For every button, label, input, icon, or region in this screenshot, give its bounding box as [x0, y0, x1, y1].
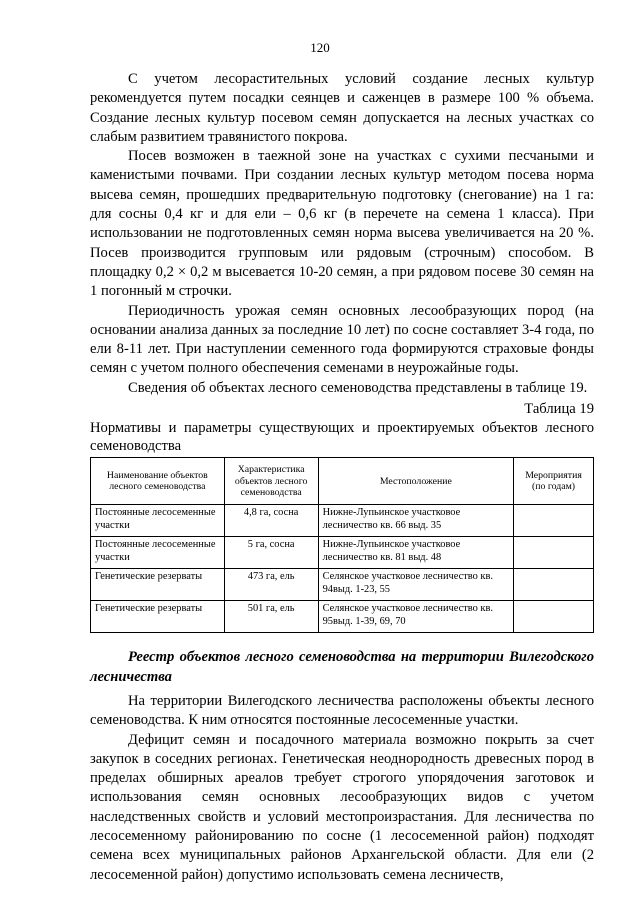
- header-location: Местоположение: [318, 458, 513, 505]
- table-title: Нормативы и параметры существующих и проектируемых объектов лесного семеноводства: [90, 420, 594, 455]
- cell-location: Селянское участковое лесничество кв. 95выд. 1-39, 69, 70: [318, 601, 513, 633]
- table-row: [91, 537, 594, 569]
- cell-location: Нижне-Лупьинское участковое лесничество кв. 66 выд. 35: [318, 505, 513, 537]
- paragraph: Периодичность урожая семян основных лесообразующих пород (на основании анализа данных за последние 10 лет) по сосне составляет 3-4 года, по ели 8-11 лет. При наступлении семенного года формируются страховые фонды семян с учетом полного обеспечения семенами в неурожайные годы.: [90, 302, 594, 377]
- header-events: Мероприятия (по годам): [514, 458, 594, 505]
- cell-events: [514, 569, 594, 601]
- cell-characteristics: 5 га, сосна: [224, 537, 318, 569]
- seed-objects-table: [90, 457, 594, 633]
- table-row: [91, 569, 594, 601]
- page-number: 120: [310, 40, 330, 55]
- cell-name: Постоянные лесосеменные участки: [91, 505, 225, 537]
- table-row: [91, 601, 594, 633]
- paragraph: Сведения об объектах лесного семеноводства представлены в таблице 19.: [128, 379, 588, 396]
- paragraph: Посев возможен в таежной зоне на участках с сухими песчаными и каменистыми почвами. При создании лесных культур методом посева норма высева семян, прошедших предварительную подготовку (снегование) на 1 га: для сосны 0,4 кг и для ели – 0,6 кг (в перечете на семена 1 класса). При использовании не подготовленных семян норма высева увеличивается на 20 %. Посев производится групповым или рядовым (строчным) способом. В площадку 0,2 × 0,2 м высевается 10-20 семян, а при рядовом посеве 30 семян на 1 погонный м строчки.: [90, 148, 594, 300]
- cell-name: Генетические резерваты: [91, 601, 225, 633]
- table-header-row: [91, 458, 594, 505]
- cell-events: [514, 537, 594, 569]
- cell-characteristics: 473 га, ель: [224, 569, 318, 601]
- table-row: [91, 505, 594, 537]
- header-characteristics: Характеристика объектов лесного семеноводства: [224, 458, 318, 505]
- cell-events: [514, 505, 594, 537]
- cell-characteristics: 501 га, ель: [224, 601, 318, 633]
- paragraph: На территории Вилегодского лесничества расположены объекты лесного семеноводства. К ним относятся постоянные лесосеменные участки.: [90, 692, 594, 729]
- paragraph: С учетом лесорастительных условий создание лесных культур рекомендуется путем посадки сеянцев и саженцев в размере 100 % объема. Создание лесных культур посевом семян допускается на лесных участках со слабым развитием травянистого покрова.: [90, 71, 594, 145]
- document-body: [90, 70, 594, 885]
- cell-characteristics: 4,8 га, сосна: [224, 505, 318, 537]
- cell-name: Постоянные лесосеменные участки: [91, 537, 225, 569]
- header-name: Наименование объектов лесного семеноводства: [91, 458, 225, 505]
- cell-location: Нижне-Лупьинское участковое лесничество кв. 81 выд. 48: [318, 537, 513, 569]
- section-heading: Реестр объектов лесного семеноводства на территории Вилегодского лесничества: [90, 649, 594, 685]
- cell-events: [514, 601, 594, 633]
- cell-location: Селянское участковое лесничество кв. 94выд. 1-23, 55: [318, 569, 513, 601]
- paragraph: Дефицит семян и посадочного материала возможно покрыть за счет закупок в соседних регионах. Генетическая неоднородность древесных пород в пределах обширных ареалов требует строгого упорядочения заготовок и использования семян основных лесообразующих видов с учетом наследственных свойств и условий местопроизрастания. Для лесничества по лесосеменному районированию по сосне (1 лесосеменной район) подходят семена всех муниципальных районов Архангельской области. Для ели (2 лесосеменной район) допустимо использовать семена лесничеств,: [90, 731, 594, 883]
- table-caption: Таблица 19: [524, 401, 594, 418]
- cell-name: Генетические резерваты: [91, 569, 225, 601]
